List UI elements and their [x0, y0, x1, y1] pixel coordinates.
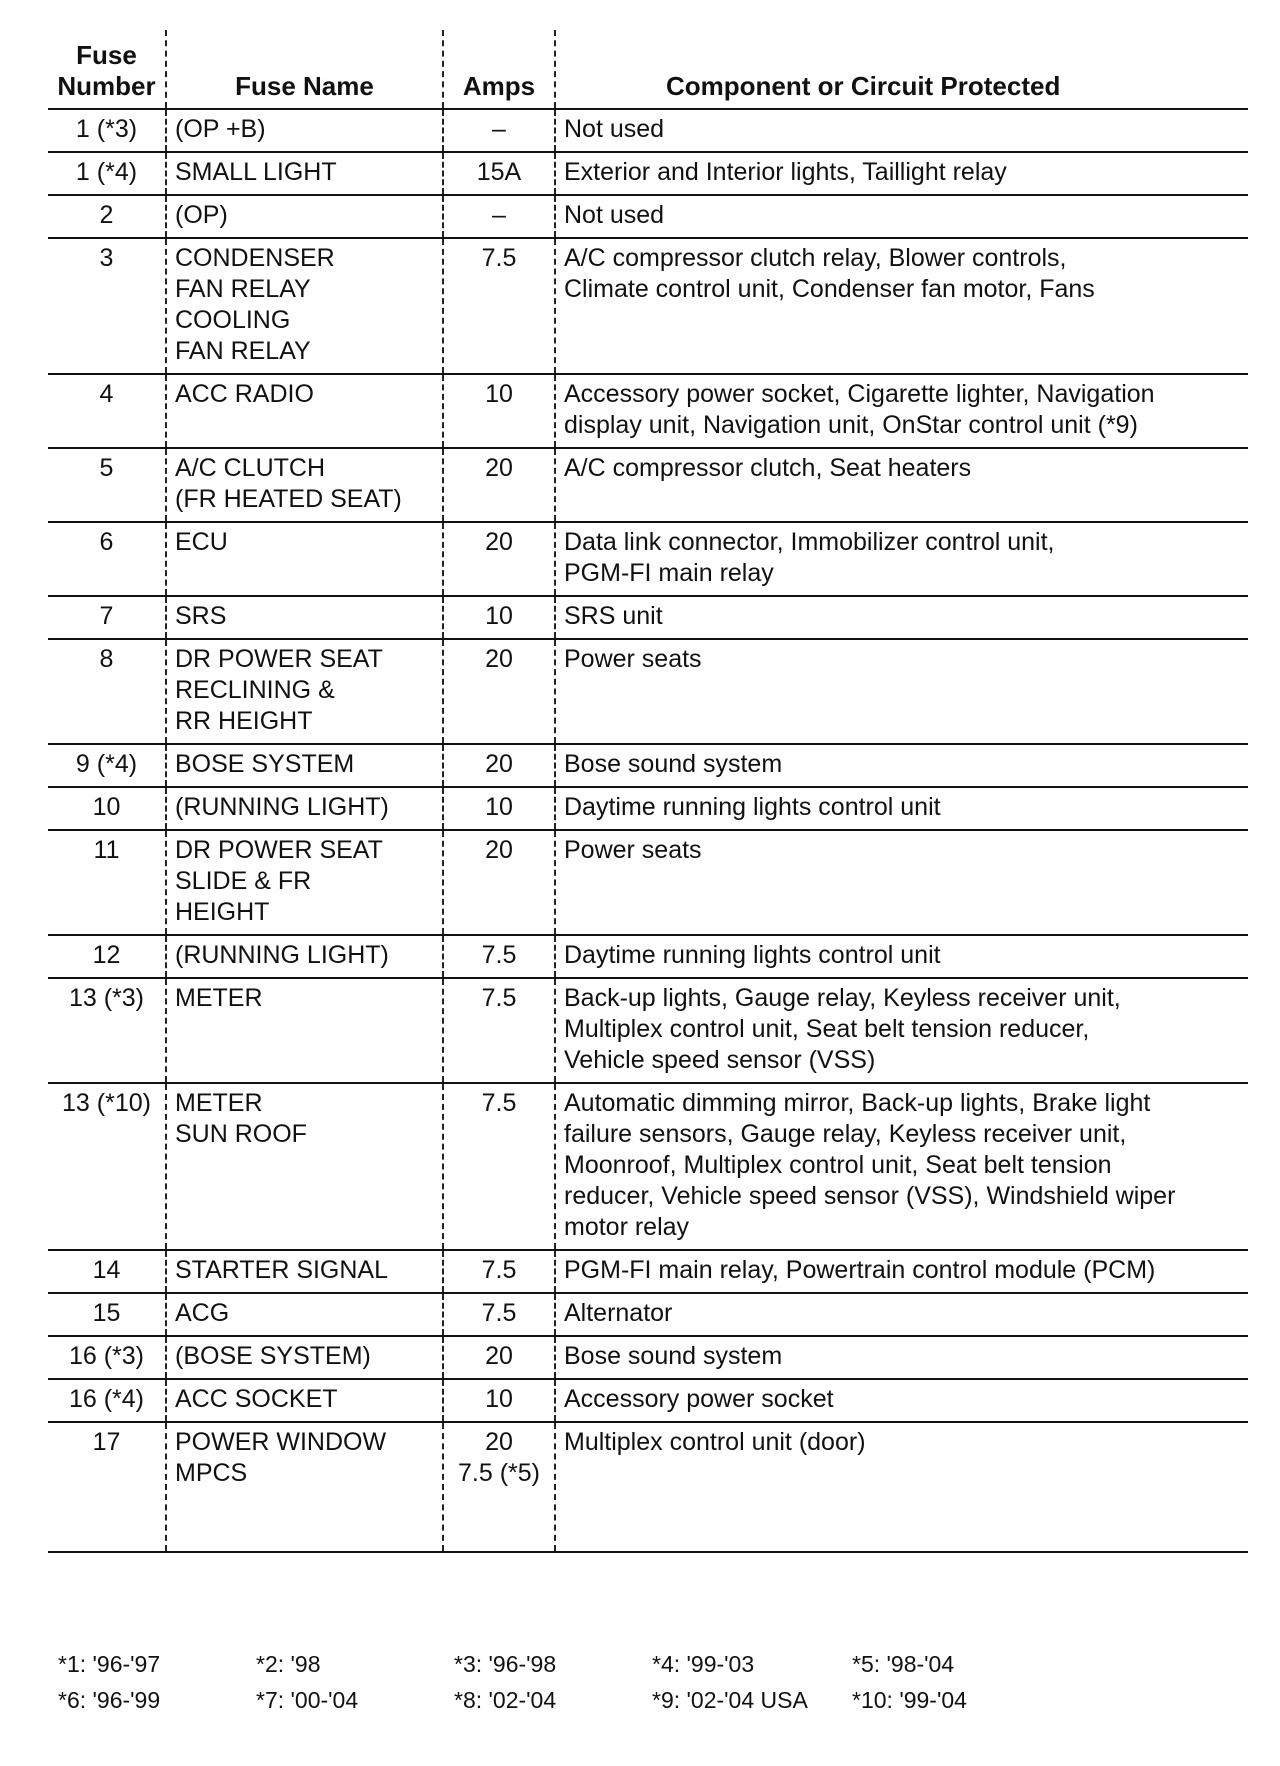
fuse-name-cell: DR POWER SEAT SLIDE & FR HEIGHT: [166, 830, 443, 935]
fuse-component-cell: Accessory power socket: [555, 1379, 1248, 1422]
table-row: [48, 787, 1248, 830]
table-row: [48, 935, 1248, 978]
fuse-name-cell: SRS: [166, 596, 443, 639]
fuse-name-cell: ACC SOCKET: [166, 1379, 443, 1422]
table-row: [48, 639, 1248, 744]
fuse-name-cell: (BOSE SYSTEM): [166, 1336, 443, 1379]
fuse-amps-cell: 7.5: [443, 978, 555, 1083]
fuse-number-cell: 7: [48, 596, 166, 639]
fuse-component-cell: Alternator: [555, 1293, 1248, 1336]
fuse-amps-cell: 10: [443, 787, 555, 830]
footnote: *5: '98-'04: [852, 1651, 955, 1677]
fuse-component-cell: Daytime running lights control unit: [555, 787, 1248, 830]
footnote: *3: '96-'98: [454, 1651, 557, 1677]
fuse-amps-cell: 7.5: [443, 1293, 555, 1336]
fuse-name-cell: METER SUN ROOF: [166, 1083, 443, 1250]
fuse-name-cell: ECU: [166, 522, 443, 596]
header-component: Component or Circuit Protected: [555, 30, 1248, 109]
fuse-number-cell: 11: [48, 830, 166, 935]
fuse-number-cell: 17: [48, 1422, 166, 1552]
table-row: [48, 1293, 1248, 1336]
fuse-number-cell: 2: [48, 195, 166, 238]
fuse-amps-cell: –: [443, 109, 555, 152]
header-fuse-number: Fuse Number: [48, 30, 166, 109]
table-row: [48, 152, 1248, 195]
fuse-amps-cell: 20: [443, 830, 555, 935]
table-row: [48, 1379, 1248, 1422]
fuse-component-cell: Daytime running lights control unit: [555, 935, 1248, 978]
table-row: [48, 195, 1248, 238]
fuse-number-cell: 12: [48, 935, 166, 978]
fuse-component-cell: A/C compressor clutch, Seat heaters: [555, 448, 1248, 522]
fuse-component-cell: Multiplex control unit (door): [555, 1422, 1248, 1552]
footnote: *2: '98: [256, 1651, 321, 1677]
fuse-number-cell: 3: [48, 238, 166, 374]
header-amps: Amps: [443, 30, 555, 109]
fuse-name-cell: SMALL LIGHT: [166, 152, 443, 195]
fuse-amps-cell: 15A: [443, 152, 555, 195]
fuse-name-cell: STARTER SIGNAL: [166, 1250, 443, 1293]
fuse-amps-cell: 7.5: [443, 1083, 555, 1250]
footnote: *7: '00-'04: [256, 1687, 359, 1713]
fuse-component-cell: Not used: [555, 195, 1248, 238]
fuse-component-cell: Data link connector, Immobilizer control unit, PGM-FI main relay: [555, 522, 1248, 596]
table-row: [48, 596, 1248, 639]
table-row: [48, 978, 1248, 1083]
footnote: *9: '02-'04 USA: [652, 1687, 808, 1713]
fuse-name-cell: CONDENSER FAN RELAY COOLING FAN RELAY: [166, 238, 443, 374]
table-row: [48, 238, 1248, 374]
fuse-number-cell: 14: [48, 1250, 166, 1293]
footnote: *6: '96-'99: [58, 1687, 161, 1713]
fuse-number-cell: 13 (*3): [48, 978, 166, 1083]
table-row: [48, 374, 1248, 448]
header-fuse-name: Fuse Name: [166, 30, 443, 109]
footnote: *8: '02-'04: [454, 1687, 557, 1713]
fuse-name-cell: (RUNNING LIGHT): [166, 935, 443, 978]
table-row: [48, 1083, 1248, 1250]
fuse-name-cell: ACG: [166, 1293, 443, 1336]
fuse-component-cell: Bose sound system: [555, 1336, 1248, 1379]
fuse-amps-cell: 7.5: [443, 238, 555, 374]
table-row: [48, 448, 1248, 522]
fuse-name-cell: DR POWER SEAT RECLINING & RR HEIGHT: [166, 639, 443, 744]
fuse-number-cell: 6: [48, 522, 166, 596]
fuse-number-cell: 16 (*4): [48, 1379, 166, 1422]
fuse-number-cell: 8: [48, 639, 166, 744]
fuse-name-cell: BOSE SYSTEM: [166, 744, 443, 787]
fuse-amps-cell: 10: [443, 1379, 555, 1422]
table-row: [48, 1336, 1248, 1379]
fuse-number-cell: 9 (*4): [48, 744, 166, 787]
table-row: [48, 109, 1248, 152]
fuse-amps-cell: 10: [443, 374, 555, 448]
fuse-number-cell: 1 (*3): [48, 109, 166, 152]
fuse-amps-cell: 20: [443, 1336, 555, 1379]
fuse-component-cell: Power seats: [555, 639, 1248, 744]
footnotes: [58, 1648, 1158, 1716]
fuse-component-cell: SRS unit: [555, 596, 1248, 639]
fuse-number-cell: 13 (*10): [48, 1083, 166, 1250]
fuse-component-cell: Automatic dimming mirror, Back-up lights, Brake light failure sensors, Gauge relay, Keyless receiver unit, Moonroof, Multiplex control unit, Seat belt tension reducer, Vehicle speed sensor (VSS), Windshield wiper motor relay: [555, 1083, 1248, 1250]
fuse-amps-cell: 20: [443, 744, 555, 787]
fuse-name-cell: (OP): [166, 195, 443, 238]
fuse-number-cell: 4: [48, 374, 166, 448]
fuse-amps-cell: –: [443, 195, 555, 238]
footnote: *1: '96-'97: [58, 1651, 161, 1677]
fuse-amps-cell: 20 7.5 (*5): [443, 1422, 555, 1552]
table-row: [48, 1422, 1248, 1552]
fuse-number-cell: 1 (*4): [48, 152, 166, 195]
fuse-amps-cell: 10: [443, 596, 555, 639]
fuse-name-cell: A/C CLUTCH (FR HEATED SEAT): [166, 448, 443, 522]
table-row: [48, 830, 1248, 935]
fuse-amps-cell: 7.5: [443, 935, 555, 978]
fuse-amps-cell: 20: [443, 639, 555, 744]
fuse-component-cell: Not used: [555, 109, 1248, 152]
fuse-number-cell: 15: [48, 1293, 166, 1336]
table-row: [48, 744, 1248, 787]
fuse-amps-cell: 20: [443, 448, 555, 522]
fuse-component-cell: Bose sound system: [555, 744, 1248, 787]
fuse-component-cell: Power seats: [555, 830, 1248, 935]
fuse-component-cell: PGM-FI main relay, Powertrain control module (PCM): [555, 1250, 1248, 1293]
fuse-number-cell: 5: [48, 448, 166, 522]
fuse-name-cell: POWER WINDOW MPCS: [166, 1422, 443, 1552]
fuse-name-cell: (OP +B): [166, 109, 443, 152]
fuse-table-body: [48, 109, 1248, 1552]
fuse-component-cell: Back-up lights, Gauge relay, Keyless receiver unit, Multiplex control unit, Seat belt tension reducer, Vehicle speed sensor (VSS): [555, 978, 1248, 1083]
table-header-row: [48, 30, 1248, 109]
fuse-document: [48, 30, 1248, 1553]
fuse-number-cell: 10: [48, 787, 166, 830]
fuse-component-cell: Exterior and Interior lights, Taillight relay: [555, 152, 1248, 195]
fuse-name-cell: ACC RADIO: [166, 374, 443, 448]
table-row: [48, 1250, 1248, 1293]
fuse-name-cell: METER: [166, 978, 443, 1083]
fuse-amps-cell: 7.5: [443, 1250, 555, 1293]
fuse-component-cell: A/C compressor clutch relay, Blower controls, Climate control unit, Condenser fan motor, Fans: [555, 238, 1248, 374]
footnote: *10: '99-'04: [852, 1687, 967, 1713]
fuse-component-cell: Accessory power socket, Cigarette lighter, Navigation display unit, Navigation unit, OnStar control unit (*9): [555, 374, 1248, 448]
fuse-amps-cell: 20: [443, 522, 555, 596]
fuse-number-cell: 16 (*3): [48, 1336, 166, 1379]
fuse-name-cell: (RUNNING LIGHT): [166, 787, 443, 830]
fuse-table: [48, 30, 1248, 1553]
footnote: *4: '99-'03: [652, 1651, 755, 1677]
table-row: [48, 522, 1248, 596]
